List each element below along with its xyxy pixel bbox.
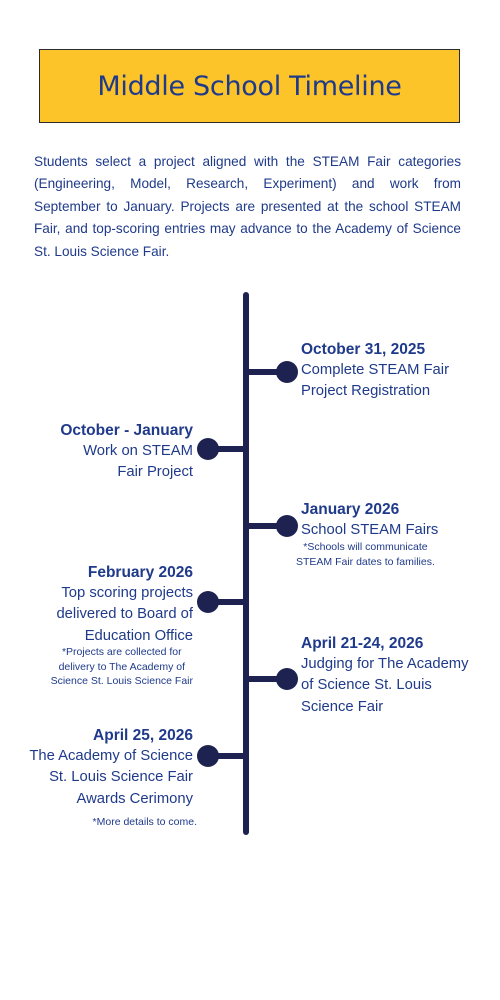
title-banner (39, 49, 460, 123)
timeline-dot (197, 745, 219, 767)
event-description-line: St. Louis Science Fair (49, 769, 193, 786)
event-note (296, 540, 435, 569)
event-description (60, 441, 193, 484)
timeline-event (60, 421, 193, 484)
timeline-event (301, 500, 438, 541)
event-note-line: *Schools will communicate (303, 541, 428, 553)
timeline-event (29, 726, 193, 810)
event-description-line: Project Registration (301, 383, 431, 400)
event-description-line: Science Fair (301, 698, 384, 715)
event-description (301, 360, 449, 403)
event-note (51, 645, 193, 689)
timeline-dot (276, 668, 298, 690)
timeline-dot (197, 438, 219, 460)
event-date: October - January (60, 422, 193, 439)
timeline-dot (276, 515, 298, 537)
timeline-event (301, 340, 449, 403)
event-note-line: delivery to The Academy of (58, 660, 186, 673)
event-description-line: of Science St. Louis (301, 677, 432, 694)
event-description (301, 520, 438, 541)
event-date: February 2026 (87, 564, 193, 581)
event-description (56, 583, 193, 647)
event-description-line: Complete STEAM Fair (301, 362, 450, 378)
event-description-line: Awards Cerimony (76, 790, 193, 807)
intro-paragraph: Students select a project aligned with the STEAM Fair categories (Engineering, Model, Research, Experiment) and work from September to January. Projects are presented at the school STEAM Fair, and top-scoring entries may advance to the Academy of Science St. Louis Science Fair. (34, 154, 461, 259)
event-note-line: STEAM Fair dates to families. (296, 555, 435, 568)
timeline-event (56, 563, 193, 647)
event-description-line: Top scoring projects (61, 585, 193, 601)
event-description (29, 746, 193, 810)
timeline-dot (197, 591, 219, 613)
timeline-event (301, 634, 469, 718)
event-note-line: Science St. Louis Science Fair (50, 675, 193, 688)
timeline-dot (276, 361, 298, 383)
event-description-line: School STEAM Fairs (301, 522, 439, 538)
event-description-line: The Academy of Science (29, 748, 193, 764)
event-description-line: Education Office (84, 627, 193, 644)
event-date: October 31, 2025 (301, 341, 426, 358)
event-note-line: *More details to come. (92, 816, 197, 828)
event-date: January 2026 (301, 501, 400, 518)
page-title: Middle School Timeline (97, 70, 402, 102)
event-description-line: delivered to Board of (56, 606, 193, 623)
event-description-line: Fair Project (117, 464, 193, 481)
event-note (93, 815, 197, 830)
event-note-line: *Projects are collected for (61, 646, 182, 658)
event-date: April 25, 2026 (93, 727, 193, 744)
event-description-line: Judging for The Academy (301, 656, 469, 672)
event-description-line: Work on STEAM (83, 443, 193, 459)
event-date: April 21-24, 2026 (301, 635, 424, 652)
event-description (301, 654, 469, 718)
